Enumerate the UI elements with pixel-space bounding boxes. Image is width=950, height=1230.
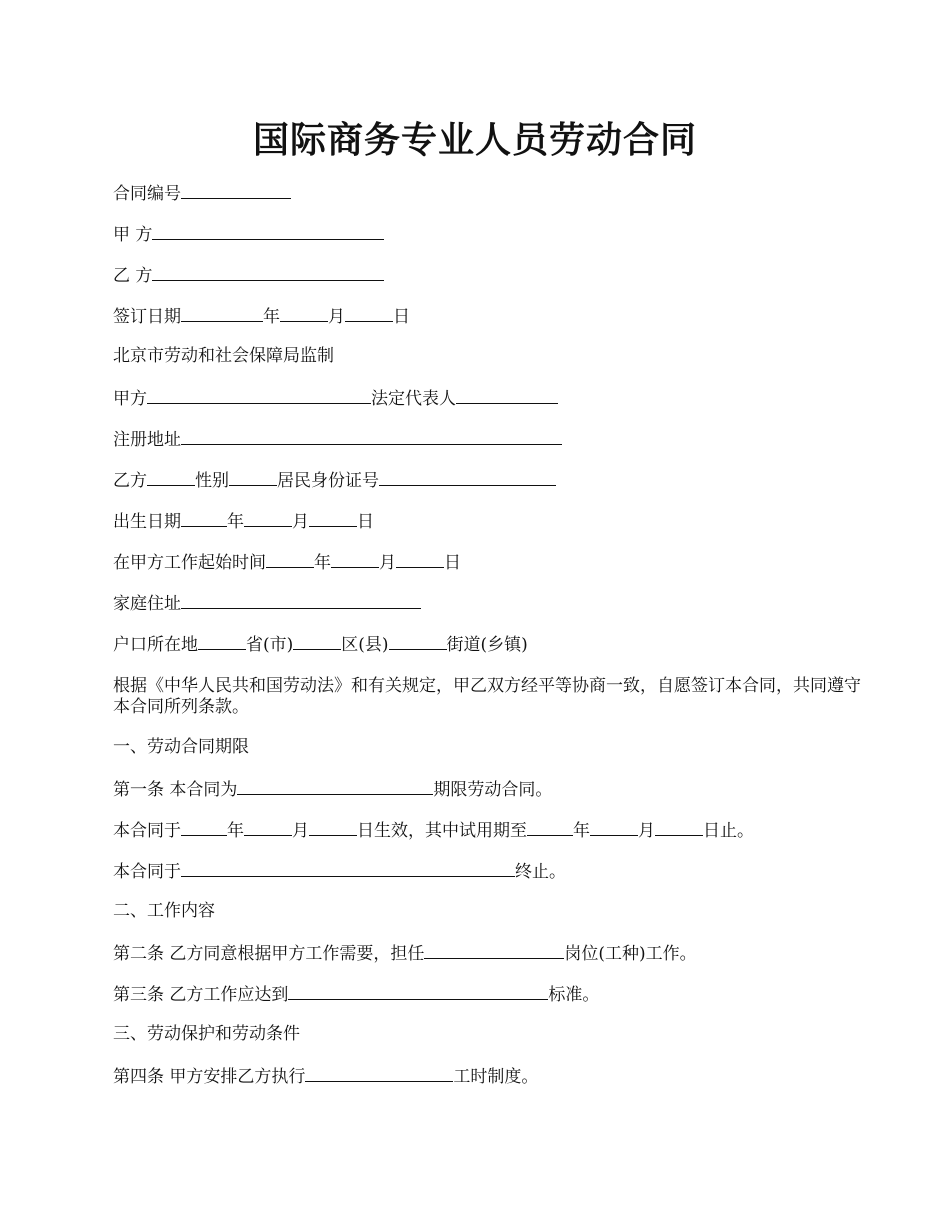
party-b-line bbox=[113, 263, 384, 287]
day-label: 日 bbox=[357, 512, 374, 532]
year-label: 年 bbox=[227, 512, 244, 532]
id-number-label: 居民身份证号 bbox=[277, 471, 379, 491]
hukou-street-blank[interactable] bbox=[389, 632, 447, 650]
article2-suffix: 岗位(工种)工作。 bbox=[564, 944, 697, 964]
birth-date-line bbox=[113, 509, 374, 533]
year-label: 年 bbox=[314, 553, 331, 573]
address-blank[interactable] bbox=[181, 427, 562, 445]
article3-line bbox=[113, 982, 599, 1006]
gender-label: 性别 bbox=[195, 471, 229, 491]
home-address-label: 家庭住址 bbox=[113, 594, 181, 614]
address-line bbox=[113, 427, 562, 451]
party-a-line bbox=[113, 222, 384, 246]
section2-heading: 二、工作内容 bbox=[113, 901, 215, 921]
day-label: 日 bbox=[444, 553, 461, 573]
id-number-blank[interactable] bbox=[379, 468, 556, 486]
hukou-label: 户口所在地 bbox=[113, 635, 198, 655]
working-hours-blank[interactable] bbox=[305, 1064, 453, 1082]
birth-date-label: 出生日期 bbox=[113, 512, 181, 532]
terminate-suffix: 终止。 bbox=[515, 862, 566, 882]
sign-date-line bbox=[113, 304, 410, 328]
party-a-name-blank[interactable] bbox=[147, 386, 371, 404]
day-label: 日 bbox=[393, 307, 410, 327]
probation-day-blank[interactable] bbox=[655, 818, 703, 836]
article1-line bbox=[113, 777, 552, 801]
month-label: 月 bbox=[292, 512, 309, 532]
contract-number-label: 合同编号 bbox=[113, 184, 181, 204]
legal-rep-blank[interactable] bbox=[456, 386, 558, 404]
preamble-paragraph: 根据《中华人民共和国劳动法》和有关规定，甲乙双方经平等协商一致，自愿签订本合同，共同遵守本合同所列条款。 bbox=[113, 676, 861, 717]
party-a-label: 甲 方 bbox=[113, 225, 153, 245]
party-a-detail-line bbox=[113, 386, 558, 410]
effective-prefix: 本合同于 bbox=[113, 821, 181, 841]
party-a-blank[interactable] bbox=[152, 222, 384, 240]
year-label: 年 bbox=[573, 821, 590, 841]
contract-term-blank[interactable] bbox=[237, 777, 433, 795]
article3-prefix: 第三条 乙方工作应达到 bbox=[113, 985, 289, 1005]
effective-line bbox=[113, 818, 754, 842]
party-b-label: 乙 方 bbox=[113, 266, 153, 286]
month-label: 月 bbox=[638, 821, 655, 841]
birth-year-blank[interactable] bbox=[181, 509, 227, 527]
party-b-detail-line bbox=[113, 468, 556, 492]
legal-rep-label: 法定代表人 bbox=[371, 389, 456, 409]
sign-day-blank[interactable] bbox=[345, 304, 393, 322]
party-b-name-label: 乙方 bbox=[113, 471, 147, 491]
terminate-line bbox=[113, 859, 566, 883]
province-label: 省(市) bbox=[246, 635, 294, 655]
probation-year-blank[interactable] bbox=[527, 818, 573, 836]
probation-month-blank[interactable] bbox=[590, 818, 638, 836]
start-date-label: 在甲方工作起始时间 bbox=[113, 553, 266, 573]
article4-suffix: 工时制度。 bbox=[453, 1067, 539, 1087]
hukou-district-blank[interactable] bbox=[293, 632, 341, 650]
home-address-line bbox=[113, 591, 421, 615]
hukou-province-blank[interactable] bbox=[198, 632, 246, 650]
effective-mid: 日生效，其中试用期至 bbox=[357, 821, 527, 841]
effective-day-blank[interactable] bbox=[309, 818, 357, 836]
year-label: 年 bbox=[263, 307, 280, 327]
year-label: 年 bbox=[227, 821, 244, 841]
street-label: 街道(乡镇) bbox=[446, 635, 528, 655]
gender-blank[interactable] bbox=[229, 468, 277, 486]
birth-month-blank[interactable] bbox=[244, 509, 292, 527]
article2-prefix: 第二条 乙方同意根据甲方工作需要，担任 bbox=[113, 944, 425, 964]
terminate-prefix: 本合同于 bbox=[113, 862, 181, 882]
section1-heading: 一、劳动合同期限 bbox=[113, 737, 249, 757]
district-label: 区(县) bbox=[341, 635, 389, 655]
position-blank[interactable] bbox=[424, 941, 564, 959]
effective-month-blank[interactable] bbox=[244, 818, 292, 836]
sign-year-blank[interactable] bbox=[181, 304, 263, 322]
sign-month-blank[interactable] bbox=[280, 304, 328, 322]
home-address-blank[interactable] bbox=[181, 591, 421, 609]
party-b-blank[interactable] bbox=[152, 263, 384, 281]
sign-date-label: 签订日期 bbox=[113, 307, 181, 327]
article3-suffix: 标准。 bbox=[548, 985, 600, 1005]
start-day-blank[interactable] bbox=[396, 550, 444, 568]
start-date-line bbox=[113, 550, 461, 574]
party-a-name-label: 甲方 bbox=[113, 389, 147, 409]
hukou-line bbox=[113, 632, 528, 656]
month-label: 月 bbox=[292, 821, 309, 841]
page-title: 国际商务专业人员劳动合同 bbox=[252, 120, 697, 161]
article2-line bbox=[113, 941, 697, 965]
start-month-blank[interactable] bbox=[331, 550, 379, 568]
contract-number-blank[interactable] bbox=[181, 181, 291, 199]
effective-year-blank[interactable] bbox=[181, 818, 227, 836]
contract-number-line bbox=[113, 181, 291, 205]
start-year-blank[interactable] bbox=[266, 550, 314, 568]
effective-end: 日止。 bbox=[703, 821, 754, 841]
article4-line bbox=[113, 1064, 538, 1088]
article1-prefix: 第一条 本合同为 bbox=[113, 780, 238, 800]
terminate-blank[interactable] bbox=[181, 859, 515, 877]
section3-heading: 三、劳动保护和劳动条件 bbox=[113, 1024, 300, 1044]
standard-blank[interactable] bbox=[288, 982, 548, 1000]
article4-prefix: 第四条 甲方安排乙方执行 bbox=[113, 1067, 306, 1087]
month-label: 月 bbox=[328, 307, 345, 327]
article1-suffix: 期限劳动合同。 bbox=[433, 780, 553, 800]
party-b-name-blank[interactable] bbox=[147, 468, 195, 486]
supervisor-line: 北京市劳动和社会保障局监制 bbox=[113, 346, 334, 366]
birth-day-blank[interactable] bbox=[309, 509, 357, 527]
month-label: 月 bbox=[379, 553, 396, 573]
address-label: 注册地址 bbox=[113, 430, 181, 450]
